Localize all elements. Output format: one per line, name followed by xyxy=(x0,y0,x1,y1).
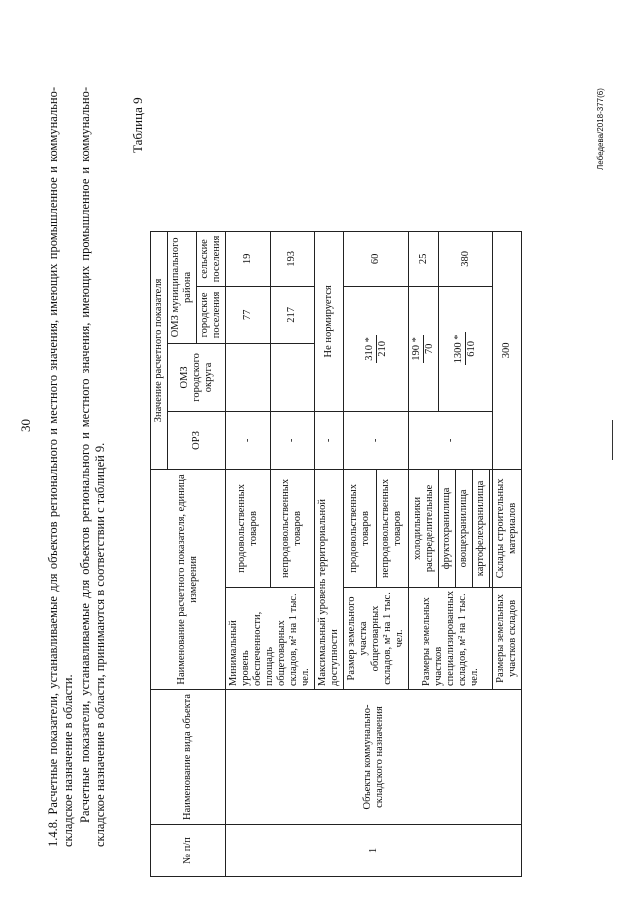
value-urban xyxy=(439,286,493,411)
value-rural: 60 xyxy=(344,231,409,286)
header-omz-mr: ОМЗ муниципального района xyxy=(168,231,197,343)
table-header-row xyxy=(151,231,168,876)
indicator-sub: холодильники распределительные xyxy=(409,469,439,587)
row-number: 1 xyxy=(226,825,522,877)
value-orz: - xyxy=(409,411,493,469)
paragraph-body: Расчетные показатели, устанавливаемые для объектов регионального и местного значения, имеющих промышленное и коммунально-складское назначение в области, принимаются в соответствии с таблицей 9. xyxy=(78,87,107,847)
indicator-label: Минимальный уровень обеспеченности, площадь общетоварных складов, м² на 1 тыс. чел. xyxy=(226,587,315,689)
fraction: 310 * 210 xyxy=(363,337,388,361)
value-rural: 380 xyxy=(439,231,493,286)
rotated-content xyxy=(0,25,620,905)
header-orz: ОРЗ xyxy=(168,411,226,469)
value-all: 300 xyxy=(493,231,522,469)
header-object: Наименование вида объекта xyxy=(151,690,226,825)
value-not-normed: Не нормируется xyxy=(315,231,344,411)
indicator-sub: продовольственных товаров xyxy=(344,469,377,587)
indicator-label: Максимальный уровень территориальной доступности xyxy=(315,469,344,689)
indicator-sub: Склады строительных материалов xyxy=(493,469,522,587)
indicator-sub: продовольственных товаров xyxy=(226,469,271,587)
value-rural: 19 xyxy=(226,231,271,286)
indicator-label: Размер земельного участка общетоварных складов, м² на 1 тыс. чел. xyxy=(344,587,409,689)
value-orz: - xyxy=(226,411,271,469)
value-urban xyxy=(409,286,439,411)
value-orz: - xyxy=(270,411,315,469)
header-num: № п/п xyxy=(151,825,226,877)
indicator-sub: фруктохранилища xyxy=(439,469,456,587)
value-rural: 193 xyxy=(270,231,315,286)
header-values: Значение расчетного показателя xyxy=(151,231,168,469)
fraction: 190 * 70 xyxy=(411,337,435,361)
value-orz: - xyxy=(344,411,409,469)
page-number: 30 xyxy=(18,419,33,432)
indicator-sub: непродовольственных товаров xyxy=(376,469,409,587)
indicator-label: Размеры земельных участков складов xyxy=(493,587,522,689)
indicators-table xyxy=(150,231,522,877)
value-orz: - xyxy=(315,411,344,469)
indicator-label: Размеры земельных участков специализированных складов, м² на 1 тыс. чел. xyxy=(409,587,493,689)
header-indicator: Наименование расчетного показателя, единица измерения xyxy=(151,469,226,689)
scan-edge-mark xyxy=(612,420,613,460)
header-urban: городские поселения xyxy=(197,286,226,343)
header-omz-go: ОМЗ городского округа xyxy=(168,343,226,411)
value-go xyxy=(226,343,271,411)
indicator-sub: овощехранилища xyxy=(456,469,473,587)
value-urban: 77 xyxy=(226,286,271,343)
paragraph-heading: 1.4.8. Расчетные показатели, устанавливаемые для объектов регионального и местного значения, имеющих промышленное и коммунально-складское назначение в области. xyxy=(46,87,75,847)
value-urban: 217 xyxy=(270,286,315,343)
value-go xyxy=(270,343,315,411)
object-name: Объекты коммунально-складского назначения xyxy=(226,690,522,825)
value-urban xyxy=(344,286,409,411)
indicator-sub: картофелехранилища xyxy=(473,469,490,587)
fraction: 1300 * 610 xyxy=(453,334,477,364)
value-rural: 25 xyxy=(409,231,439,286)
table-caption: Таблица 9 xyxy=(130,97,145,153)
table-row xyxy=(226,231,271,876)
header-rural: сельские поселения xyxy=(197,231,226,286)
indicator-sub: непродовольственных товаров xyxy=(270,469,315,587)
footer-code: Лебедева/2018-377(6) xyxy=(596,88,605,170)
